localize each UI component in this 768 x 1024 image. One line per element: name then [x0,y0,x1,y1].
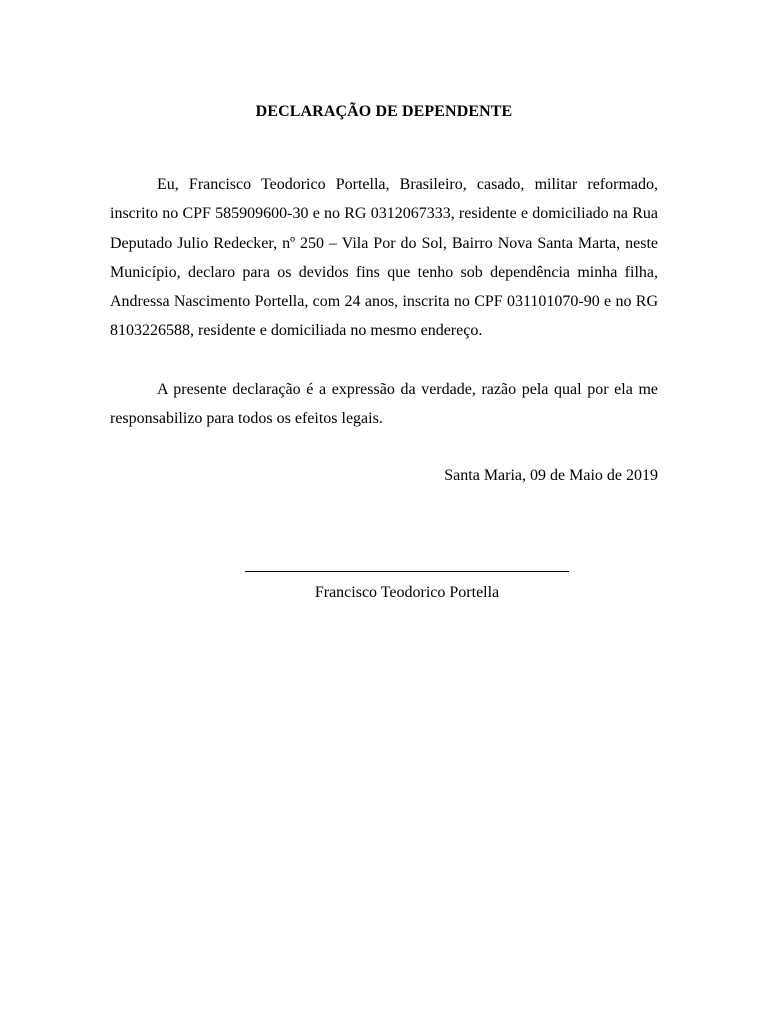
document-title: DECLARAÇÃO DE DEPENDENTE [255,103,513,120]
signatory-name: Francisco Teodorico Portella [314,584,500,601]
declaration-paragraph-1 [110,170,658,346]
paragraph-1-text: Eu, Francisco Teodorico Portella, Brasileiro, casado, militar reformado, inscrito no CPF 585909600-30 e no RG 0312067333, residente e domiciliado na Rua Deputado Julio Redecker, nº 250 – Vila Por do Sol, Bairro Nova Santa Marta, neste Município, declaro para os devidos fins que tenho sob dependência minha filha, Andressa Nascimento Portella, com 24 anos, inscrita no CPF 031101070-90 e no RG 8103226588, residente e domiciliada no mesmo endereço. [110,176,658,340]
paragraph-2-text: A presente declaração é a expressão da verdade, razão pela qual por ela me responsabilizo para todos os efeitos legais. [110,381,658,428]
place-and-date: Santa Maria, 09 de Maio de 2019 [444,467,658,484]
declaration-paragraph-2 [110,375,658,434]
signature-line [245,571,569,572]
